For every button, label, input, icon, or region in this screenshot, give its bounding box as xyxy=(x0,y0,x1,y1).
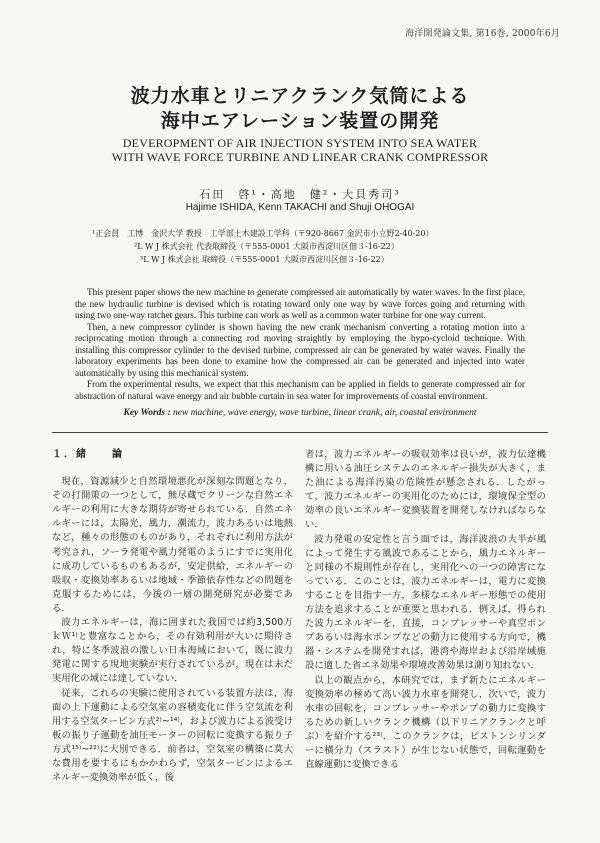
keywords-label: Key Words : xyxy=(123,408,171,418)
body-column-left xyxy=(52,448,293,785)
title-en-line-1: DEVEROPMENT OF AIR INJECTION SYSTEM INTO SEA WATER xyxy=(122,136,478,150)
body-paragraph: 従来，これらの実験に使用されている装置方法は，海面の上下運動による空気室の容積変化に伴う空気流を利用する空気タービン方式²⁾~¹⁴⁾，および波力による波受け板の振り子運動を油圧モーターの回転に変換する振り子方式¹⁵⁾~²²⁾に大別できる．前者は，空気室の構築に莫大な費用を要するにもかかわらず，空気タービンによるエネルギー変換効率が低く，後 xyxy=(52,687,293,784)
title-en-line-2: WITH WAVE FORCE TURBINE AND LINEAR CRANK COMPRESSOR xyxy=(111,150,489,164)
keywords xyxy=(0,408,600,418)
affiliation-2: ²L W J 株式会社 代表取締役（〒555-0001 大阪市西淀川区佃３-16-22） xyxy=(134,242,399,251)
divider xyxy=(52,432,548,433)
keywords-text: new machine, wave energy, wave turbine, linear crank, air, coastal environment xyxy=(170,408,477,418)
body-column-right xyxy=(305,448,546,772)
title-ja-line-1: 波力水車とリニアクランク気筒による xyxy=(130,85,470,107)
abstract xyxy=(75,287,525,402)
affiliation-3: ³L W J 株式会社 取締役（〒555-0001 大阪市西淀川区佃３-16-22） xyxy=(140,255,389,264)
authors-japanese: 石田 啓¹・高地 健²・大貝秀司³ xyxy=(199,188,401,201)
paper-title-japanese xyxy=(0,84,600,134)
abstract-paragraph-2: Then, a new compressor cylinder is shown having the new crank mechanism converting a rotating motion into a reciprocating motion through a connecting rod moving straightly by employing the hypo-cycloid technique. With installing this compressor cylinder to the devised turbine, compressed air can be generated by water waves. Finally the laboratory experiments has been done to examine how the compressed air can be generated and injected into water automatically by using this mechanical system. xyxy=(75,321,525,378)
affiliation-1: ¹正会員 工博 金沢大学 教授 工学部土木建設工学科（〒920-8667 金沢市小立野2-40-20） xyxy=(92,229,434,238)
body-paragraph: 以上の観点から，本研究では，まず新たにエネルギー変換効率の極めて高い波力水車を開発し，次いで，波力水車の回転を，コンプレッサーやポンプの動力に変換するための新しいクランク機構（以下リニアクランクと呼ぶ）を紹介する²³⁾．このクランクは，ピストンシリンダーに横分力（スラスト）が生じない状態で，回転運動を直線運動に変換できる xyxy=(305,674,546,771)
body-paragraph: 現在，資源減少と自然環境悪化が深刻な問題となり，その打開策の一つとして，無尽蔵でクリーンな自然エネルギーの利用に大きな期待が寄せられている．自然エネルギーには，太陽光，風力，潮流力，波力あるいは地熱など，種々の形態のものがあり，それぞれに利用方法が考究され，ソーラ発電や風力発電のようにすでに実用化に成功しているものもあるが，安定供給，エネルギーの吸収・変換効率あるいは地域・季節依存性などの問題を克服するためには，今後の一層の開発研究が必要である． xyxy=(52,476,293,614)
section-heading: １．緒 論 xyxy=(52,449,124,460)
body-paragraph: 波力発電の安定性と言う面では，海洋波浪の大半が風によって発生する風波であることから，風力エネルギーと同様の不規則性が存在し，実用化への一つの障害になっている．このことは，波力エネルギーは，電力に変換することを目指す一方，多様なエネルギー形態での使用方法を追求することが重要と思われる．例えば，得られた波力エネルギーを，直接，コンプレッサーや真空ポンプあるいは海水ポンプなどの動力に使用する方向で，機器・システムを開発すれば，港湾や海岸および沿岸域施設に適した省エネ効果や環境改善効果は測り知れない． xyxy=(305,533,546,672)
abstract-paragraph-3: From the experimental results, we expect that this mechanism can be applied in fields to generate compressed air for abstraction of natural wave energy and air bubble curtain in sea water for improvements of coastal environment. xyxy=(75,379,525,401)
authors-english: Hajime ISHIDA, Kenn TAKACHI and Shuji OHOGAI xyxy=(185,202,415,213)
abstract-paragraph-1: This present paper shows the new machine to generate compressed air automatically by water waves. In the first place, the new hydraulic turbine is devised which is rotating toward only one way by wave forces going and returning with using two one-way ratchet gears. This turbine can work as well as a common water turbine for one way current. xyxy=(75,287,525,320)
journal-reference: 海洋開発論文集, 第16巻, 2000年6月 xyxy=(405,29,560,39)
title-ja-line-2: 海中エアレーション装置の開発 xyxy=(160,110,440,132)
body-paragraph: 者は，波力エネルギーの吸収効率は良いが，波力伝達機構に用いる油圧システムのエネルギー損失が大きく，また油による海洋汚染の危険性が懸念される．したがって，波力エネルギーの実用化のためには，環境保全型の効率の良いエネルギー変換装置を開発しなければならない． xyxy=(305,449,546,531)
body-paragraph: 波力エネルギーは，海に囲まれた我国では約3,500万ｋＷ¹⁾と豊富なことから，その有効利用が大いに期待され，特に冬季波浪の激しい日本海域において，既に波力発電に関する現地実験が実行されているが，現在は未だ実用化の域には達していない． xyxy=(52,617,293,685)
paper-title-english xyxy=(0,136,600,164)
